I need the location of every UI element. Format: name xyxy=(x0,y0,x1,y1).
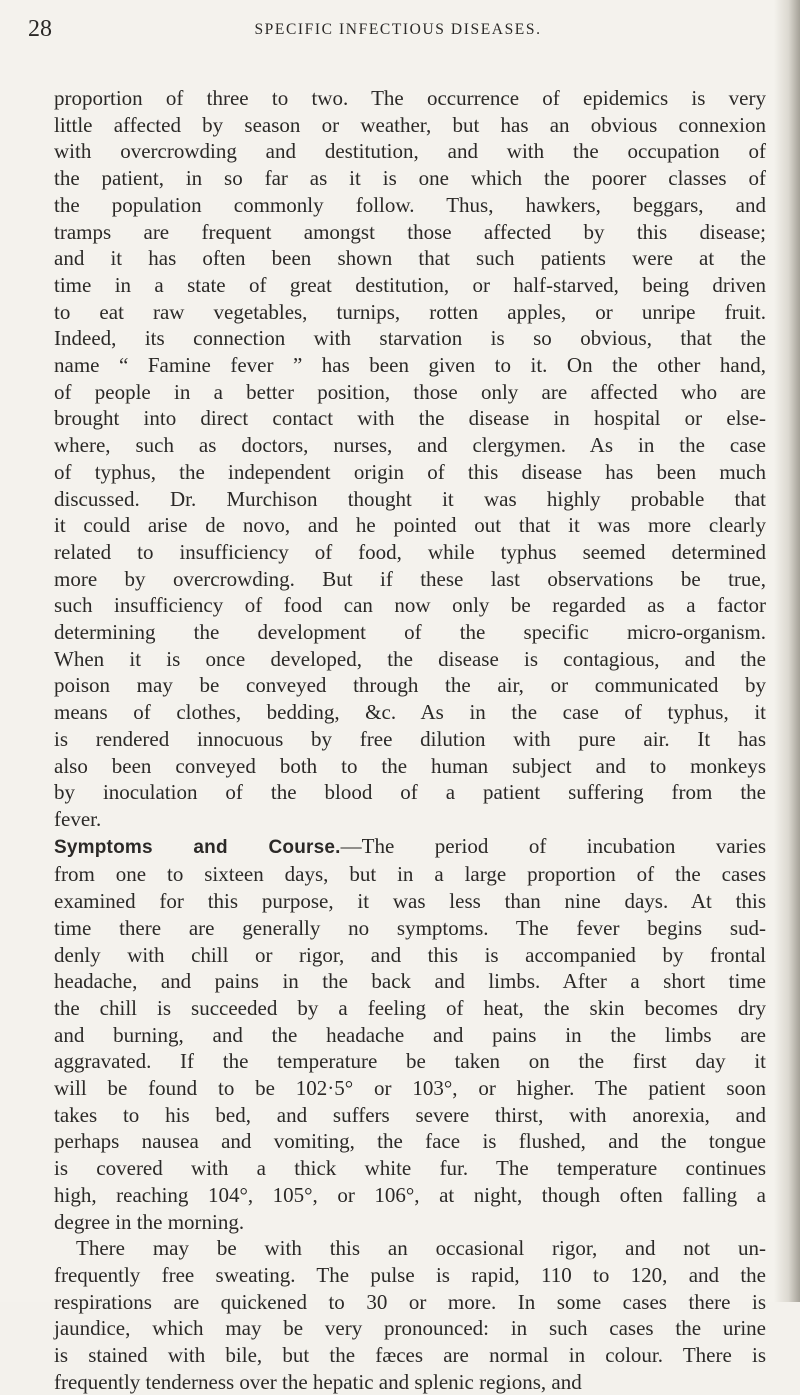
line-text: time there are generally no symptoms. The fever begins sud- xyxy=(54,915,766,940)
text-line xyxy=(54,1048,766,1075)
text-line xyxy=(54,325,766,352)
text-line xyxy=(54,405,766,432)
text-line xyxy=(54,888,766,915)
line-text: examined for this purpose, it was less than nine days. At this xyxy=(54,889,766,914)
line-text: degree in the morning. xyxy=(54,1209,245,1234)
running-head: SPECIFIC INFECTIOUS DISEASES. xyxy=(254,21,542,38)
line-text: —The period of incubation varies xyxy=(340,833,767,858)
text-line xyxy=(54,699,766,726)
line-text: aggravated. If the temperature be taken on the first day it xyxy=(54,1049,766,1074)
text-line xyxy=(54,432,766,459)
line-text: frequently free sweating. The pulse is rapid, 110 to 120, and the xyxy=(54,1262,766,1287)
text-line xyxy=(54,861,766,888)
line-text: will be found to be 102·5° or 103°, or higher. The patient soon xyxy=(54,1076,766,1101)
line-text: frequently tenderness over the hepatic and splenic regions, and xyxy=(54,1369,582,1394)
line-text: and burning, and the headache and pains in the limbs are xyxy=(54,1022,766,1047)
text-line xyxy=(54,726,766,753)
line-text: denly with chill or rigor, and this is accompanied by frontal xyxy=(54,942,766,967)
body-text xyxy=(54,85,766,1395)
line-text: proportion of three to two. The occurrence of epidemics is very xyxy=(54,86,766,110)
line-text: the chill is succeeded by a feeling of heat, the skin becomes dry xyxy=(54,995,766,1020)
text-line xyxy=(54,1369,766,1395)
line-text: When it is once developed, the disease is contagious, and the xyxy=(54,646,766,671)
line-text: of typhus, the independent origin of this disease has been much xyxy=(54,459,766,484)
page-edge-shadow xyxy=(774,0,800,1302)
text-line xyxy=(54,1155,766,1182)
text-line xyxy=(54,1262,766,1289)
line-text: it could arise de novo, and he pointed out that it was more clearly xyxy=(54,513,766,538)
line-text: There may be with this an occasional rigor, and not un- xyxy=(76,1236,766,1261)
line-text: discussed. Dr. Murchison thought it was highly probable that xyxy=(54,486,766,511)
text-line xyxy=(54,995,766,1022)
text-line xyxy=(54,486,766,513)
text-line xyxy=(54,1209,766,1236)
text-line xyxy=(54,1315,766,1342)
page-number: 28 xyxy=(28,16,52,42)
line-text: takes to his bed, and suffers severe thirst, with anorexia, and xyxy=(54,1102,766,1127)
line-text: name “ Famine fever ” has been given to it. On the other hand, xyxy=(54,353,766,378)
line-text: the patient, in so far as it is one which the poorer classes of xyxy=(54,166,766,191)
line-text: such insufficiency of food can now only be regarded as a factor xyxy=(54,593,766,618)
text-line xyxy=(54,352,766,379)
line-text: to eat raw vegetables, turnips, rotten apples, or unripe fruit. xyxy=(54,299,766,324)
text-line xyxy=(54,299,766,326)
text-line xyxy=(54,1289,766,1316)
text-line xyxy=(54,219,766,246)
text-line xyxy=(54,245,766,272)
line-text: tramps are frequent amongst those affected by this disease; xyxy=(54,219,766,244)
text-line xyxy=(54,192,766,219)
line-text: is rendered innocuous by free dilution with pure air. It has xyxy=(54,726,766,751)
line-text: headache, and pains in the back and limbs. After a short time xyxy=(54,969,766,994)
line-text: Indeed, its connection with starvation is so obvious, that the xyxy=(54,326,766,351)
text-line xyxy=(54,833,766,862)
line-text: determining the development of the specific micro-organism. xyxy=(54,620,766,645)
line-text: respirations are quickened to 30 or more. In some cases there is xyxy=(54,1289,766,1314)
line-text: high, reaching 104°, 105°, or 106°, at night, though often falling a xyxy=(54,1182,766,1207)
text-line xyxy=(54,85,766,112)
text-line xyxy=(54,112,766,139)
text-line xyxy=(54,619,766,646)
line-text: also been conveyed both to the human subject and to monkeys xyxy=(54,753,766,778)
text-line xyxy=(54,165,766,192)
text-line xyxy=(54,753,766,780)
line-text: brought into direct contact with the disease in hospital or else- xyxy=(54,406,766,431)
text-line xyxy=(54,459,766,486)
text-line xyxy=(54,1022,766,1049)
text-line xyxy=(54,379,766,406)
text-line xyxy=(54,539,766,566)
text-line xyxy=(54,915,766,942)
text-line xyxy=(54,1128,766,1155)
text-line xyxy=(54,646,766,673)
line-text: with overcrowding and destitution, and with the occupation of xyxy=(54,139,766,164)
line-text: is stained with bile, but the fæces are normal in colour. There is xyxy=(54,1343,766,1368)
text-line xyxy=(54,672,766,699)
line-text: the population commonly follow. Thus, hawkers, beggars, and xyxy=(54,192,766,217)
text-line xyxy=(54,1075,766,1102)
line-text: more by overcrowding. But if these last observations be true, xyxy=(54,566,766,591)
line-text: little affected by season or weather, but has an obvious connexion xyxy=(54,112,766,137)
text-line xyxy=(54,806,766,833)
line-text: means of clothes, bedding, &c. As in the case of typhus, it xyxy=(54,700,766,725)
text-line xyxy=(54,1235,766,1262)
text-line xyxy=(54,512,766,539)
line-text: perhaps nausea and vomiting, the face is flushed, and the tongue xyxy=(54,1129,766,1154)
line-text: related to insufficiency of food, while typhus seemed determined xyxy=(54,539,766,564)
line-text: by inoculation of the blood of a patient suffering from the xyxy=(54,780,766,805)
text-line xyxy=(54,968,766,995)
line-text: time in a state of great destitution, or half-starved, being driven xyxy=(54,272,766,297)
line-text: fever. xyxy=(54,806,102,831)
text-line xyxy=(54,1182,766,1209)
section-sidehead: Symptoms and Course. xyxy=(54,836,341,858)
line-text: is covered with a thick white fur. The temperature continues xyxy=(54,1156,766,1181)
line-text: jaundice, which may be very pronounced: in such cases the urine xyxy=(54,1316,766,1341)
text-line xyxy=(54,272,766,299)
text-line xyxy=(54,138,766,165)
line-text: poison may be conveyed through the air, or communicated by xyxy=(54,673,766,698)
text-line xyxy=(54,592,766,619)
text-line xyxy=(54,942,766,969)
text-line xyxy=(54,779,766,806)
text-line xyxy=(54,566,766,593)
line-text: of people in a better position, those only are affected who are xyxy=(54,379,766,404)
text-line xyxy=(54,1342,766,1369)
line-text: and it has often been shown that such patients were at the xyxy=(54,246,766,271)
line-text: from one to sixteen days, but in a large proportion of the cases xyxy=(54,862,766,887)
line-text: where, such as doctors, nurses, and clergymen. As in the case xyxy=(54,433,766,458)
page-header xyxy=(28,14,768,44)
text-line xyxy=(54,1102,766,1129)
